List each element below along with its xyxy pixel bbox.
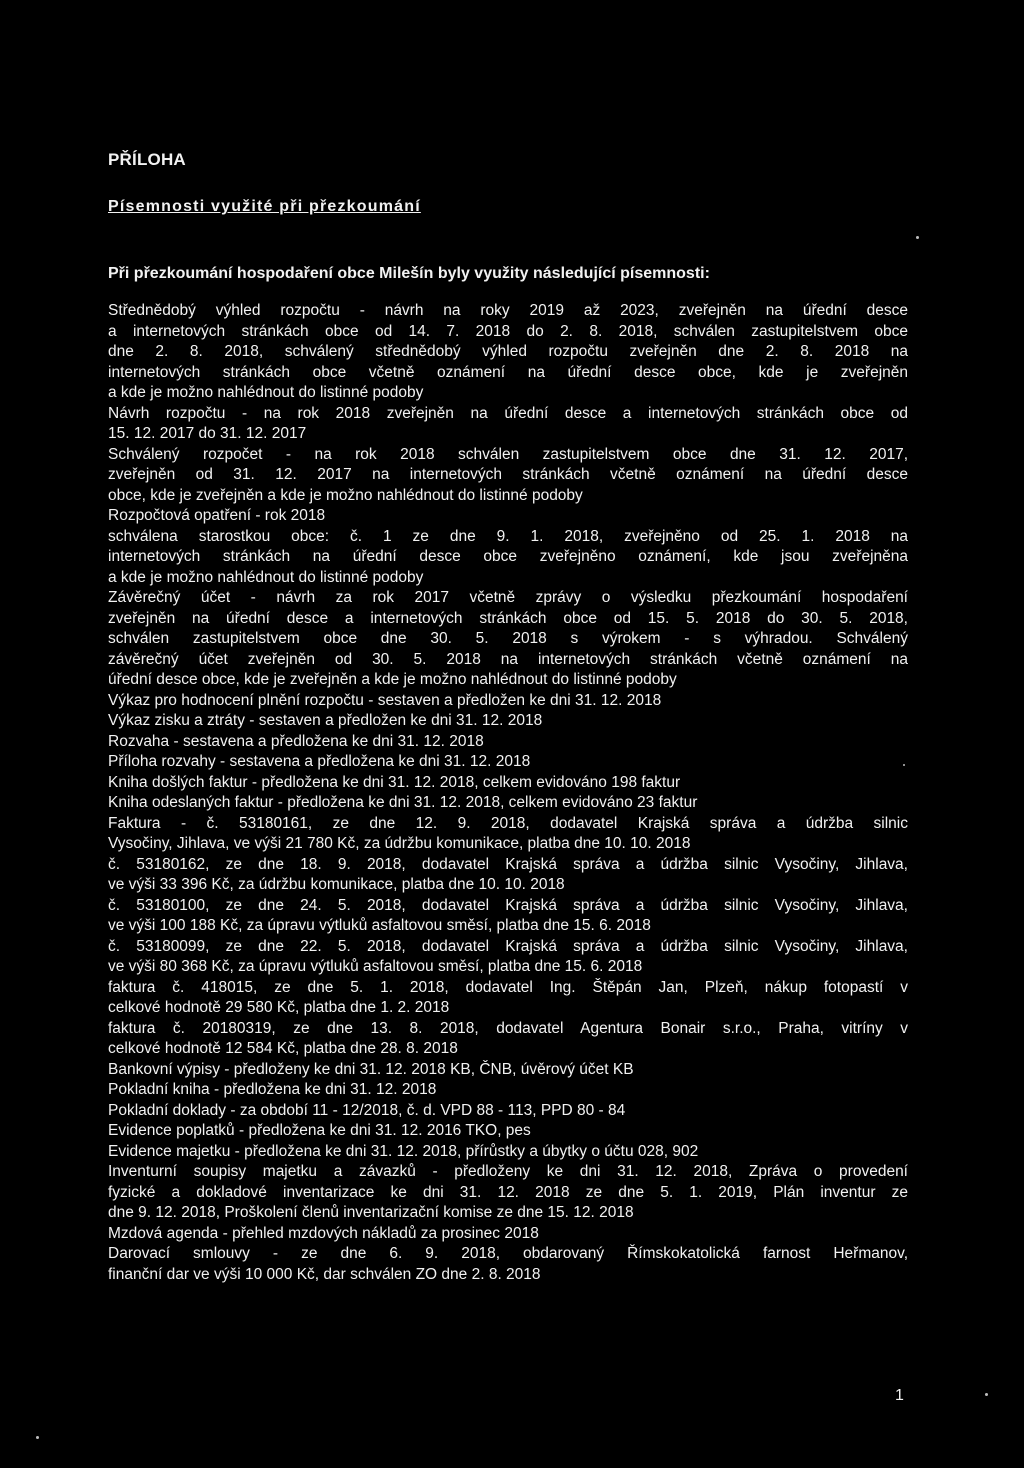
document-line: Faktura - č. 53180161, ze dne 12. 9. 2018, dodavatel Krajská správa a údržba silnic: [108, 814, 908, 832]
document-line: Pokladní doklady - za období 11 - 12/2018, č. d. VPD 88 - 113, PPD 80 - 84: [108, 1101, 626, 1119]
document-line: celkové hodnotě 29 580 Kč, platba dne 1. 2. 2018: [108, 999, 450, 1016]
document-line: Evidence majetku - předložena ke dni 31. 12. 2018, přírůstky a úbytky o účtu 028, 902: [108, 1142, 699, 1160]
document-line: ve výši 33 396 Kč, za údržbu komunikace, platba dne 10. 10. 2018: [108, 876, 565, 893]
document-line: a kde je možno nahlédnout do listinné podoby: [108, 384, 424, 401]
document-line: internetových stránkách na úřední desce obce zveřejněno oznámení, kde jsou zveřejněna: [108, 548, 908, 565]
document-line: faktura č. 20180319, ze dne 13. 8. 2018, dodavatel Agentura Bonair s.r.o., Praha, vitríny v: [108, 1019, 908, 1037]
document-line: č. 53180099, ze dne 22. 5. 2018, dodavatel Krajská správa a údržba silnic Vysočiny, Jihlava,: [108, 937, 908, 955]
document-line: a kde je možno nahlédnout do listinné podoby: [108, 568, 424, 586]
document-line: Bankovní výpisy - předloženy ke dni 31. 12. 2018 KB, ČNB, úvěrový účet KB: [108, 1060, 634, 1078]
document-line: zveřejněn na úřední desce a internetových stránkách obce od 15. 5. 2018 do 30. 5. 2018,: [108, 609, 908, 627]
document-line: celkové hodnotě 12 584 Kč, platba dne 28. 8. 2018: [108, 1040, 458, 1057]
document-line: Evidence poplatků - předložena ke dni 31. 12. 2016 TKO, pes: [108, 1122, 531, 1139]
document-line: obce, kde je zveřejněn a kde je možno nahlédnout do listinné podoby: [108, 486, 583, 504]
document-line: Darovací smlouvy - ze dne 6. 9. 2018, obdarovaný Římskokatolická farnost Heřmanov,: [108, 1245, 908, 1262]
document-line: a internetových stránkách obce od 14. 7. 2018 do 2. 8. 2018, schválen zastupitelstvem obce: [108, 322, 908, 340]
document-line: Rozpočtová opatření - rok 2018: [108, 507, 326, 524]
document-line: ve výši 80 368 Kč, za úpravu výtluků asfaltovou směsí, platba dne 15. 6. 2018: [108, 958, 643, 975]
document-line: 15. 12. 2017 do 31. 12. 2017: [108, 425, 307, 442]
document-line: úřední desce obce, kde je zveřejněn a kde je možno nahlédnout do listinné podoby: [108, 671, 677, 688]
document-line: Pokladní kniha - předložena ke dni 31. 12. 2018: [108, 1081, 437, 1098]
document-line: dne 2. 8. 2018, schválený střednědobý výhled rozpočtu zveřejněn dne 2. 8. 2018 na: [108, 343, 908, 360]
document-line: Výkaz zisku a ztráty - sestaven a předložen ke dni 31. 12. 2018: [108, 712, 543, 729]
document-line: Kniha došlých faktur - předložena ke dni 31. 12. 2018, celkem evidováno 198 faktur: [108, 773, 681, 791]
document-body: [108, 301, 908, 1285]
document-line: faktura č. 418015, ze dne 5. 1. 2018, dodavatel Ing. Štěpán Jan, Plzeň, nákup fotopastí v: [108, 978, 908, 996]
document-line: č. 53180162, ze dne 18. 9. 2018, dodavatel Krajská správa a údržba silnic Vysočiny, Jihlava,: [108, 855, 908, 873]
document-line: Mzdová agenda - přehled mzdových nákladů za prosinec 2018: [108, 1224, 539, 1242]
document-line: finanční dar ve výši 10 000 Kč, dar schválen ZO dne 2. 8. 2018: [108, 1265, 541, 1283]
document-line: závěrečný účet zveřejněn od 30. 5. 2018 na internetových stránkách včetně oznámení na: [108, 650, 908, 668]
document-line: Vysočiny, Jihlava, ve výši 21 780 Kč, za údržbu komunikace, platba dne 10. 10. 2018: [108, 835, 691, 852]
scan-speck: [903, 764, 905, 766]
document-line: internetových stránkách obce včetně oznámení na úřední desce obce, kde je zveřejněn: [108, 363, 908, 381]
document-line: Příloha rozvahy - sestavena a předložena ke dni 31. 12. 2018: [108, 753, 531, 770]
document-line: Rozvaha - sestavena a předložena ke dni 31. 12. 2018: [108, 732, 484, 750]
document-line: Závěrečný účet - návrh za rok 2017 včetně zprávy o výsledku přezkoumání hospodaření: [108, 589, 908, 606]
document-line: schválena starostkou obce: č. 1 ze dne 9. 1. 2018, zveřejněno od 25. 1. 2018 na: [108, 527, 908, 545]
document-line: fyzické a dokladové inventarizace ke dni 31. 12. 2018 ze dne 5. 1. 2019, Plán inventur ze: [108, 1183, 908, 1201]
document-line: č. 53180100, ze dne 24. 5. 2018, dodavatel Krajská správa a údržba silnic Vysočiny, Jihlava,: [108, 896, 908, 914]
page-heading: PŘÍLOHA: [108, 150, 186, 169]
document-line: Kniha odeslaných faktur - předložena ke dni 31. 12. 2018, celkem evidováno 23 faktur: [108, 794, 698, 811]
scan-speck: [916, 236, 919, 239]
section-subheading: Písemnosti využité při přezkoumání: [108, 198, 421, 215]
intro-paragraph: Při přezkoumání hospodaření obce Milešín byly využity následující písemnosti:: [108, 265, 710, 282]
document-line: Střednědobý výhled rozpočtu - návrh na roky 2019 až 2023, zveřejněn na úřední desce: [108, 302, 908, 319]
document-line: dne 9. 12. 2018, Proškolení členů inventarizační komise ze dne 15. 12. 2018: [108, 1204, 634, 1221]
document-line: Návrh rozpočtu - na rok 2018 zveřejněn na úřední desce a internetových stránkách obce od: [108, 404, 908, 422]
page-number: 1: [895, 1387, 904, 1404]
document-line: Schválený rozpočet - na rok 2018 schválen zastupitelstvem obce dne 31. 12. 2017,: [108, 445, 908, 463]
scan-speck: [985, 1393, 988, 1396]
scan-speck: [36, 1436, 39, 1439]
document-line: zveřejněn od 31. 12. 2017 na internetových stránkách včetně oznámení na úřední desce: [108, 466, 908, 483]
document-line: Výkaz pro hodnocení plnění rozpočtu - sestaven a předložen ke dni 31. 12. 2018: [108, 691, 662, 709]
document-line: ve výši 100 188 Kč, za úpravu výtluků asfaltovou směsí, platba dne 15. 6. 2018: [108, 917, 651, 934]
document-line: Inventurní soupisy majetku a závazků - předloženy ke dni 31. 12. 2018, Zpráva o provedení: [108, 1163, 908, 1180]
document-line: schválen zastupitelstvem obce dne 30. 5. 2018 s výrokem - s výhradou. Schválený: [108, 630, 908, 647]
